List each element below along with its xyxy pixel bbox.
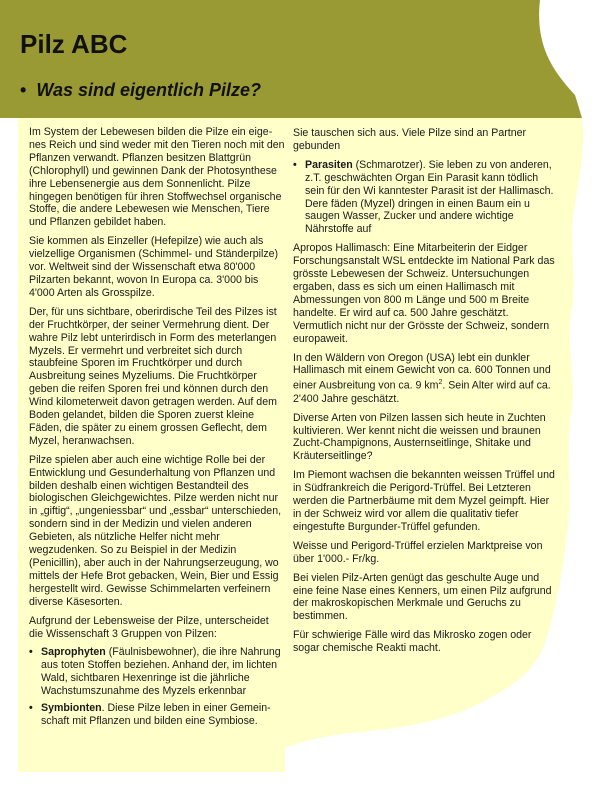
description-saprophyten: (Fäulnisbewohner), die ihre Nahrung aus toten Stoffen beziehen. Anhand der, im lichten Wald, sichtbaren Hexenringe ist die jährliche Wachstumszunahme des Myzels erkennbar xyxy=(41,646,281,698)
paragraph-groups-intro: Aufgrund der Lebensweise der Pilze, unterscheidet die Wissenschaft 3 Gruppen von Pilzen: xyxy=(29,614,269,640)
paragraph-microscope: Für schwierige Fälle wird das Mikrosko zogen oder sogar chemische Reakti macht. xyxy=(293,629,532,655)
paragraph-fruiting-body: Der, für uns sichtbare, oberirdische Teil des Pilzes ist der Fruchtkörper, der seiner Vermehrung dient. Der wahre Pilz lebt unterirdisch in Form des meterlangen Myzels. Er vermehrt und verbreitet sich durch staubfeine Sporen im Fruchtkörper und durch Ausbreitung seines Myzeliums. Die Fruchtkörper geben die reifen Sporen frei und können durch den Wind kilometerweit davon getragen werden. Auf dem Boden gelandet, bilden die Sporen zuerst kleine Fäden, die später zu einem grossen Geflecht, dem Myzel, heranwachsen. xyxy=(29,305,277,447)
term-symbionten: Symbionten xyxy=(41,702,102,715)
left-column xyxy=(29,126,285,732)
term-saprophyten: Saprophyten xyxy=(41,646,106,659)
bullet-icon: • xyxy=(293,158,297,171)
bullet-icon: • xyxy=(20,80,27,100)
oregon-text-start: In den Wäldern von Oregon (USA) lebt ein dunkler Hallimasch mit einem Gewicht von ca. 600 Tonnen und einer Ausbreitung von ca. 9 km xyxy=(293,351,551,392)
paragraph-hallimasch-switzerland: Apropos Hallimasch: Eine Mitarbeiterin der Eidger Forschungsanstalt WSL entdeckte im National Park das grösste Lebewesen der Schweiz. Untersuchungen ergaben, dass es sich um einen Hallimasch mit Abmessungen von 800 m Länge und 500 m Breite handelte. Er wird auf ca. 500 Jahre geschätzt. Vermutlich nicht nur der Grösste der Schweiz, sondern europaweit. xyxy=(293,242,555,345)
list-item-parasiten xyxy=(293,159,555,236)
bullet-icon: • xyxy=(29,646,33,659)
oregon-text-end: . Sein Alter wird auf ca. 2'400 Jahre geschätzt. xyxy=(293,379,551,405)
section-heading-text: Was sind eigentlich Pilze? xyxy=(36,80,262,100)
bullet-icon: • xyxy=(29,702,33,715)
page-title: Pilz ABC xyxy=(20,29,128,59)
term-parasiten: Parasiten xyxy=(305,158,353,171)
paragraph-identification: Bei vielen Pilz-Arten genügt das geschulte Auge und eine feine Nase eines Kenners, um einen Pilz aufgrund der makroskopischen Merkmale und Geruchs zu bestimmen. xyxy=(293,571,552,623)
list-item-saprophyten xyxy=(29,646,285,698)
right-column xyxy=(293,127,555,661)
paragraph-symbionten-continued: Sie tauschen sich aus. Viele Pilze sind an Partner gebunden xyxy=(293,127,527,152)
paragraph-cultivation: Diverse Arten von Pilzen lassen sich heute in Zuchten kultivieren. Wer kennt nicht die weissen und braunen Zucht-Champignons, Austernseitlinge, Shitake und Kräuterseitlinge? xyxy=(293,411,546,463)
description-symbionten: . Diese Pilze leben in einer Gemeinschaft mit Pflanzen und bilden eine Symbiose. xyxy=(41,702,271,727)
paragraph-market-price: Weisse und Perigord-Trüffel erzielen Marktpreise von über 1'000.- Fr/kg. xyxy=(293,539,543,565)
paragraph-intro: Im System der Lebewesen bilden die Pilze ein eigenes Reich und sind weder mit den Tieren noch mit den Pflanzen verwandt. Pflanzen besitzen Blattgrün (Chlorophyll) und gewinnen Dank der Photosynthese ihre Lebensenergie aus dem Sonnenlicht. Pilze hingegen benötigen für ihren Stoffwechsel organische Stoffe, die andere Lebewesen wie Menschen, Tiere und Pflanzen gebildet haben. xyxy=(29,126,285,229)
paragraph-truffles: Im Piemont wachsen die bekannten weissen Trüffel und in Südfrankreich die Perigord-Trüffel. Bei Letzteren werden die Partnerbäume mit dem Myzel geimpft. Hier in der Schweiz wird vor allem die qualitativ tiefer eingestufte Burgunder-Trüffel gefunden. xyxy=(293,469,555,533)
description-parasiten: (Schmarotzer). Sie leben zu von anderen, z.T. geschwächten Organ Ein Parasit kann tödlich sein für den Wi kanntester Parasit ist der Hallimasch. Dere fäden (Myzel) dringen in einen Baum ein u saugen Wasser, Zucker und andere wichtige Nährstoffe auf xyxy=(305,158,554,236)
section-heading xyxy=(20,78,261,102)
list-item-symbionten xyxy=(29,702,285,728)
paragraph-organisms: Sie kommen als Einzeller (Hefepilze) wie auch als vielzellige Organismen (Schimmel- und Ständerpilze) vor. Weltweit sind der Wissenschaft etwa 80'000 Pilzarten bekannt, wovon In Europa ca. 3'000 bis 4'000 Arten als Grosspilze. xyxy=(29,235,279,299)
paragraph-ecology: Pilze spielen aber auch eine wichtige Rolle bei der Entwicklung und Gesunderhaltung von Pflanzen und bilden deshalb einen wichtigen Bestandteil des biologischen Gleichgewichtes. Pilze werden nicht nur in „giftig“, „ungeniessbar“ und „essbar“ unterschieden, sondern sind in der Medizin und vielen anderen Gebieten, als nützliche Helfer nicht mehr wegzudenken. So zu Beispiel in der Medizin (Penicillin), aber auch in der Nahrungserzeugung, wo mittels der Hefe Brot gebacken, Wein, Bier und Essig hergestellt wird. Gewisse Schimmelarten verfeinern diverse Käsesorten. xyxy=(29,453,282,608)
paragraph-hallimasch-oregon xyxy=(293,352,555,406)
superscript-two: 2 xyxy=(438,379,443,387)
